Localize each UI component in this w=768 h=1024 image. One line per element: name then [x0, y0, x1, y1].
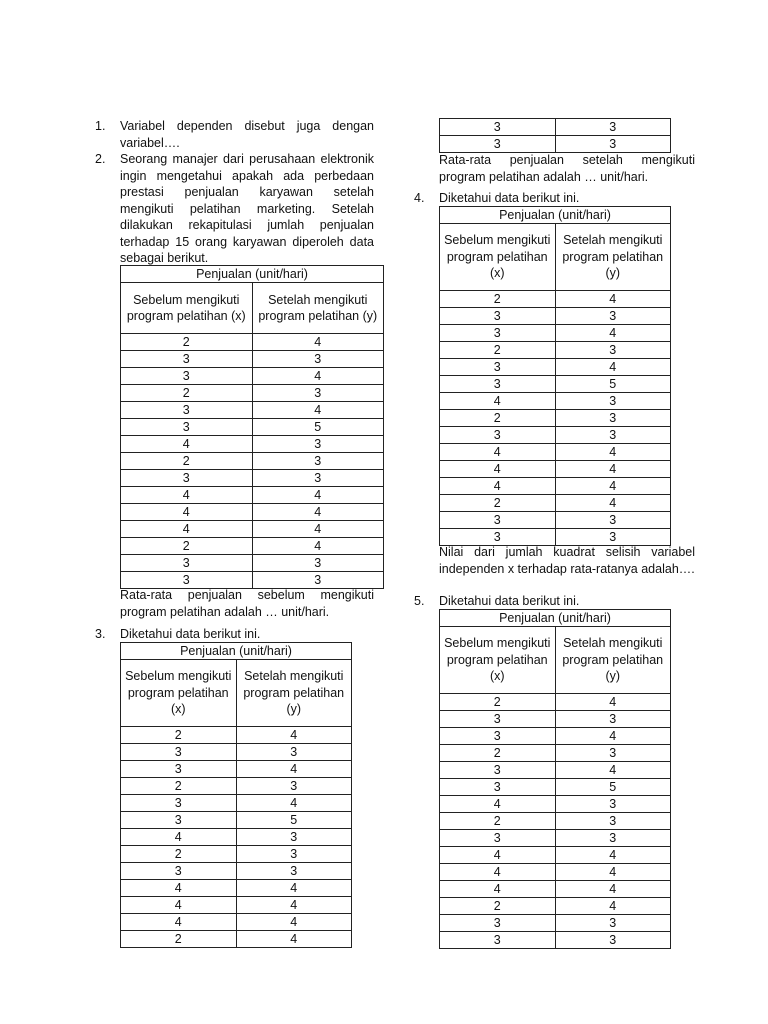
table-row — [440, 847, 671, 864]
table-row — [121, 419, 384, 436]
cell-x: 3 — [440, 119, 556, 136]
cell-x: 3 — [440, 308, 556, 325]
cell-x: 3 — [121, 419, 253, 436]
cell-x: 4 — [440, 478, 556, 495]
table-row — [440, 745, 671, 762]
cell-x: 3 — [121, 744, 237, 761]
cell-y: 3 — [555, 830, 671, 847]
table-row — [440, 711, 671, 728]
table-row — [440, 291, 671, 308]
cell-x: 3 — [440, 376, 556, 393]
cell-y: 3 — [236, 778, 352, 795]
table-row — [121, 470, 384, 487]
cell-x: 3 — [121, 402, 253, 419]
cell-x: 3 — [440, 136, 556, 153]
cell-x: 4 — [121, 880, 237, 897]
question-number: 4. — [414, 191, 425, 205]
cell-x: 2 — [121, 846, 237, 863]
column-header-x: Sebelum mengikuti program pelatihan (x) — [121, 660, 237, 727]
column-header-y: Setelah mengikuti program pelatihan (y) — [555, 224, 671, 291]
cell-x: 3 — [440, 830, 556, 847]
question-number: 5. — [414, 594, 425, 608]
table-row — [440, 410, 671, 427]
question-3-prompt — [439, 152, 695, 185]
table-row — [121, 453, 384, 470]
table-row — [121, 521, 384, 538]
column-header-y: Setelah mengikuti program pelatihan (y) — [252, 283, 384, 334]
table-row — [440, 915, 671, 932]
cell-y: 4 — [555, 325, 671, 342]
cell-x: 3 — [440, 529, 556, 546]
table-row — [121, 727, 352, 744]
cell-x: 4 — [440, 461, 556, 478]
question-4 — [414, 190, 695, 207]
cell-y: 3 — [555, 308, 671, 325]
cell-x: 4 — [440, 881, 556, 898]
table-row — [121, 538, 384, 555]
data-table-q2 — [120, 265, 384, 589]
table-row — [440, 529, 671, 546]
cell-x: 3 — [440, 512, 556, 529]
table-row — [121, 351, 384, 368]
cell-x: 2 — [121, 538, 253, 555]
cell-y: 4 — [236, 795, 352, 812]
column-header-x: Sebelum mengikuti program pelatihan (x) — [121, 283, 253, 334]
table-title: Penjualan (unit/hari) — [121, 266, 384, 283]
cell-x: 4 — [440, 847, 556, 864]
cell-x: 4 — [121, 914, 237, 931]
cell-y: 4 — [555, 694, 671, 711]
cell-x: 3 — [440, 359, 556, 376]
table-row — [440, 444, 671, 461]
table-row — [121, 795, 352, 812]
data-table-q3-continued — [439, 118, 671, 153]
cell-x: 2 — [440, 291, 556, 308]
cell-y: 3 — [236, 829, 352, 846]
cell-y: 3 — [236, 863, 352, 880]
cell-x: 3 — [121, 795, 237, 812]
table-row — [121, 829, 352, 846]
cell-x: 3 — [440, 728, 556, 745]
cell-y: 3 — [555, 427, 671, 444]
cell-y: 3 — [555, 393, 671, 410]
cell-x: 2 — [121, 385, 253, 402]
cell-x: 4 — [121, 504, 253, 521]
cell-x: 4 — [440, 444, 556, 461]
cell-y: 4 — [252, 521, 384, 538]
cell-y: 3 — [236, 846, 352, 863]
question-2-prompt — [120, 587, 374, 620]
cell-x: 4 — [440, 393, 556, 410]
table-row — [440, 308, 671, 325]
cell-x: 3 — [121, 555, 253, 572]
cell-y: 4 — [555, 461, 671, 478]
cell-x: 2 — [440, 745, 556, 762]
table-row — [121, 863, 352, 880]
cell-x: 4 — [121, 829, 237, 846]
cell-y: 3 — [555, 745, 671, 762]
table-row — [440, 342, 671, 359]
table-row — [121, 914, 352, 931]
question-number: 2. — [95, 152, 106, 166]
cell-x: 2 — [440, 342, 556, 359]
cell-y: 4 — [252, 487, 384, 504]
cell-x: 4 — [121, 436, 253, 453]
cell-y: 4 — [555, 359, 671, 376]
question-text: Diketahui data berikut ini. — [439, 594, 580, 608]
table-row — [121, 778, 352, 795]
table-row — [121, 812, 352, 829]
table-row — [440, 881, 671, 898]
cell-y: 4 — [236, 931, 352, 948]
cell-x: 3 — [440, 427, 556, 444]
table-row — [440, 813, 671, 830]
cell-x: 3 — [121, 470, 253, 487]
question-1 — [95, 118, 374, 151]
table-row — [121, 931, 352, 948]
cell-x: 3 — [440, 932, 556, 949]
cell-y: 4 — [555, 444, 671, 461]
cell-x: 2 — [440, 898, 556, 915]
table-row — [440, 864, 671, 881]
cell-x: 2 — [121, 778, 237, 795]
table-row — [440, 898, 671, 915]
cell-y: 3 — [252, 555, 384, 572]
column-header-y: Setelah mengikuti program pelatihan (y) — [555, 627, 671, 694]
column-header-x: Sebelum mengikuti program pelatihan (x) — [440, 627, 556, 694]
data-table-q3 — [120, 642, 352, 948]
question-number: 1. — [95, 119, 106, 133]
cell-x: 2 — [440, 694, 556, 711]
table-row — [121, 572, 384, 589]
cell-x: 4 — [440, 864, 556, 881]
table-row — [440, 393, 671, 410]
table-row — [440, 728, 671, 745]
table-row — [121, 880, 352, 897]
table-row — [440, 359, 671, 376]
cell-x: 4 — [440, 796, 556, 813]
cell-y: 4 — [252, 368, 384, 385]
cell-y: 5 — [555, 779, 671, 796]
cell-y: 5 — [555, 376, 671, 393]
table-row — [440, 427, 671, 444]
cell-x: 2 — [121, 334, 253, 351]
table-row — [440, 796, 671, 813]
question-4-prompt — [439, 544, 695, 577]
table-row — [440, 779, 671, 796]
cell-x: 4 — [121, 487, 253, 504]
cell-x: 2 — [121, 931, 237, 948]
cell-x: 3 — [121, 761, 237, 778]
table-row — [440, 694, 671, 711]
table-row — [121, 846, 352, 863]
data-table-q4 — [439, 206, 671, 546]
table-row — [121, 504, 384, 521]
cell-y: 4 — [236, 897, 352, 914]
cell-y: 4 — [252, 334, 384, 351]
question-2 — [95, 151, 374, 267]
table-title: Penjualan (unit/hari) — [440, 207, 671, 224]
cell-x: 2 — [440, 410, 556, 427]
question-prompt: Rata-rata penjualan setelah mengikuti program pelatihan adalah … unit/hari. — [439, 153, 695, 184]
cell-y: 3 — [252, 572, 384, 589]
table-title: Penjualan (unit/hari) — [440, 610, 671, 627]
table-row — [121, 436, 384, 453]
question-text: Diketahui data berikut ini. — [120, 627, 261, 641]
cell-y: 4 — [555, 495, 671, 512]
cell-y: 5 — [252, 419, 384, 436]
cell-x: 3 — [121, 572, 253, 589]
cell-x: 3 — [440, 915, 556, 932]
table-row — [440, 325, 671, 342]
table-row — [121, 334, 384, 351]
table-row — [440, 461, 671, 478]
table-row — [121, 368, 384, 385]
cell-x: 3 — [121, 351, 253, 368]
table-title: Penjualan (unit/hari) — [121, 643, 352, 660]
cell-y: 4 — [555, 728, 671, 745]
table-row — [440, 478, 671, 495]
cell-y: 3 — [555, 342, 671, 359]
cell-x: 3 — [440, 711, 556, 728]
cell-y: 3 — [252, 351, 384, 368]
cell-y: 3 — [555, 915, 671, 932]
cell-x: 4 — [121, 897, 237, 914]
cell-x: 3 — [440, 762, 556, 779]
cell-y: 4 — [236, 914, 352, 931]
table-row — [440, 495, 671, 512]
cell-y: 3 — [252, 470, 384, 487]
table-row — [121, 555, 384, 572]
table-row — [440, 376, 671, 393]
column-header-y: Setelah mengikuti program pelatihan (y) — [236, 660, 352, 727]
table-row — [121, 761, 352, 778]
table-row — [440, 119, 671, 136]
question-text: Diketahui data berikut ini. — [439, 191, 580, 205]
cell-x: 3 — [440, 325, 556, 342]
question-number: 3. — [95, 627, 106, 641]
cell-y: 3 — [555, 796, 671, 813]
column-header-x: Sebelum mengikuti program pelatihan (x) — [440, 224, 556, 291]
question-text: Variabel dependen disebut juga dengan variabel…. — [120, 119, 374, 150]
question-text: Seorang manajer dari perusahaan elektronik ingin mengetahui apakah ada perbedaan prestasi penjualan karyawan setelah mengikuti pelatihan marketing. Setelah dilakukan rekapitulasi jumlah penjualan terhadap 15 orang karyawan diperoleh data sebagai berikut. — [120, 152, 374, 265]
question-prompt: Nilai dari jumlah kuadrat selisih variabel independen x terhadap rata-ratanya adalah…. — [439, 545, 695, 576]
table-row — [440, 762, 671, 779]
table-row — [121, 897, 352, 914]
table-row — [121, 744, 352, 761]
cell-y: 4 — [555, 881, 671, 898]
table-row — [121, 487, 384, 504]
table-row — [440, 136, 671, 153]
cell-y: 3 — [252, 453, 384, 470]
cell-x: 3 — [121, 812, 237, 829]
cell-y: 3 — [555, 932, 671, 949]
cell-y: 4 — [555, 898, 671, 915]
cell-x: 2 — [440, 495, 556, 512]
cell-y: 4 — [555, 864, 671, 881]
cell-y: 3 — [555, 529, 671, 546]
question-prompt: Rata-rata penjualan sebelum mengikuti program pelatihan adalah … unit/hari. — [120, 588, 374, 619]
cell-y: 3 — [555, 813, 671, 830]
cell-y: 3 — [236, 744, 352, 761]
cell-x: 2 — [440, 813, 556, 830]
question-3 — [95, 626, 374, 643]
question-5 — [414, 593, 695, 610]
cell-y: 3 — [555, 711, 671, 728]
cell-y: 4 — [555, 291, 671, 308]
cell-y: 4 — [252, 402, 384, 419]
table-row — [440, 512, 671, 529]
cell-y: 4 — [236, 761, 352, 778]
cell-y: 4 — [252, 504, 384, 521]
cell-x: 3 — [121, 863, 237, 880]
cell-y: 4 — [555, 847, 671, 864]
cell-x: 2 — [121, 453, 253, 470]
cell-x: 3 — [440, 779, 556, 796]
cell-y: 4 — [555, 762, 671, 779]
cell-y: 3 — [555, 512, 671, 529]
cell-y: 4 — [236, 727, 352, 744]
cell-y: 4 — [252, 538, 384, 555]
data-table-q5 — [439, 609, 671, 949]
cell-y: 3 — [252, 436, 384, 453]
cell-x: 3 — [121, 368, 253, 385]
table-row — [121, 385, 384, 402]
table-row — [440, 932, 671, 949]
cell-y: 3 — [555, 136, 671, 153]
table-row — [440, 830, 671, 847]
cell-y: 3 — [252, 385, 384, 402]
cell-x: 4 — [121, 521, 253, 538]
cell-x: 2 — [121, 727, 237, 744]
cell-y: 5 — [236, 812, 352, 829]
cell-y: 4 — [236, 880, 352, 897]
cell-y: 3 — [555, 410, 671, 427]
table-row — [121, 402, 384, 419]
cell-y: 3 — [555, 119, 671, 136]
cell-y: 4 — [555, 478, 671, 495]
